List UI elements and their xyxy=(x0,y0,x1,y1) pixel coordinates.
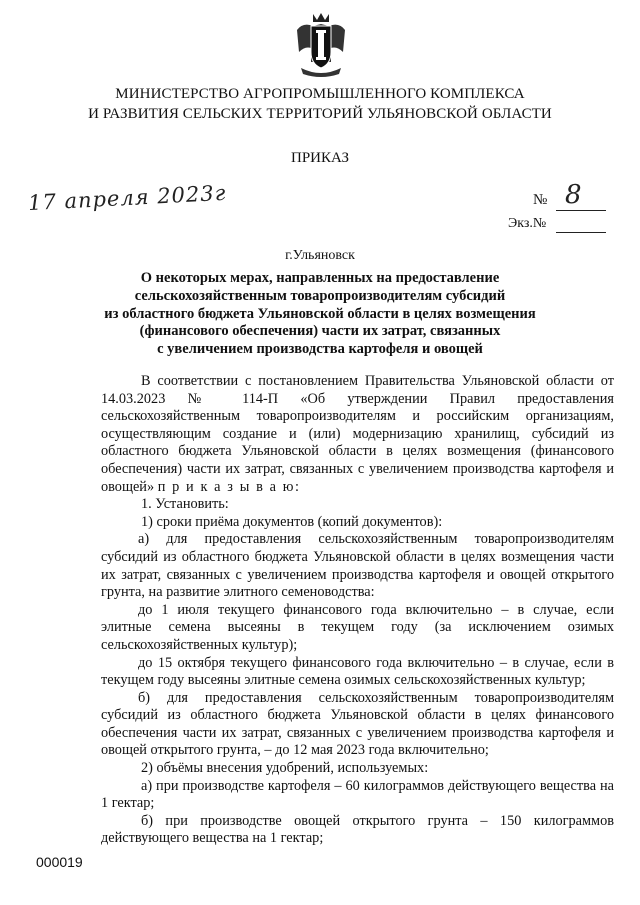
copy-number-label: Экз.№ xyxy=(508,216,547,231)
paragraph-item-1-1: 1) сроки приёма документов (копий документов): xyxy=(141,513,443,530)
document-title xyxy=(95,270,545,359)
handwritten-number: 8 xyxy=(565,180,582,210)
number-underline xyxy=(556,210,606,211)
paragraph-item-1-2: 2) объёмы внесения удобрений, используемых: xyxy=(141,760,429,777)
document-type: ПРИКАЗ xyxy=(291,150,349,166)
order-verb: п р и к а з ы в а ю: xyxy=(157,478,301,495)
preamble-text: В соответствии с постановлением Правительства Ульяновской области от 14.03.2023 № 114-П «Об утверждении Правил предоставления сельскохозяйственным товаропроизводителям и российским организациям, осуществляющим создание и (или) модернизацию хранилищ, субсидий из областного бюджета Ульяновской области в целях возмещения (финансового обеспечения) части их затрат, связанных с увеличением производства картофеля и овощей» xyxy=(101,373,614,495)
paragraph-deadline-october: до 15 октября текущего финансового года включительно – в случае, если в текущем году высеяны элитные семена озимых сельскохозяйственных культур; xyxy=(101,654,614,689)
paragraph-deadline-july: до 1 июля текущего финансового года включительно – в случае, если элитные семена высеяны в текущем году (за исключением озимых сельскохозяйственных культур); xyxy=(101,601,614,653)
handwritten-date: 17 апреля 2023г xyxy=(27,180,227,216)
ulyanovsk-coat-of-arms-icon xyxy=(293,12,349,78)
copy-number-underline xyxy=(556,232,606,233)
paragraph-preamble xyxy=(101,373,614,496)
ministry-line-2: И РАЗВИТИЯ СЕЛЬСКИХ ТЕРРИТОРИЙ УЛЬЯНОВСКОЙ ОБЛАСТИ xyxy=(88,106,552,122)
title-line-5: с увеличением производства картофеля и овощей xyxy=(157,341,483,358)
city: г.Ульяновск xyxy=(285,248,355,263)
paragraph-item-1-1-a: а) для предоставления сельскохозяйственным товаропроизводителям субсидий из областного бюджета Ульяновской области в целях возмещения части их затрат, связанных с увеличением производства картофеля и овощей открытого грунта, на развитие элитного семеноводства: xyxy=(101,531,614,601)
paragraph-item-1-2-b: б) при производстве овощей открытого грунта – 150 килограммов действующего вещества на 1 гектар; xyxy=(101,812,614,847)
paragraph-item-1-2-a: а) при производстве картофеля – 60 килограммов действующего вещества на 1 гектар; xyxy=(101,777,614,812)
title-line-1: О некоторых мерах, направленных на предоставление xyxy=(140,270,500,286)
number-label: № xyxy=(533,192,548,208)
document-body xyxy=(101,373,614,848)
page-code: 000019 xyxy=(36,854,83,870)
paragraph-item-1-1-b: б) для предоставления сельскохозяйственным товаропроизводителям субсидий из областного бюджета Ульяновской области в целях финансового обеспечения части их затрат, связанных с увеличением производства картофеля и овощей открытого грунта, – до 12 мая 2023 года включительно; xyxy=(101,689,614,759)
title-line-4: (финансового обеспечения) части их затрат, связанных xyxy=(139,323,501,340)
title-line-3: из областного бюджета Ульяновской области в целях возмещения xyxy=(104,305,536,322)
ministry-name xyxy=(0,84,640,124)
ministry-line-1: МИНИСТЕРСТВО АГРОПРОМЫШЛЕННОГО КОМПЛЕКСА xyxy=(115,86,525,102)
title-line-2: сельскохозяйственным товаропроизводителям субсидий xyxy=(134,287,506,304)
paragraph-item-1: 1. Установить: xyxy=(141,496,229,513)
